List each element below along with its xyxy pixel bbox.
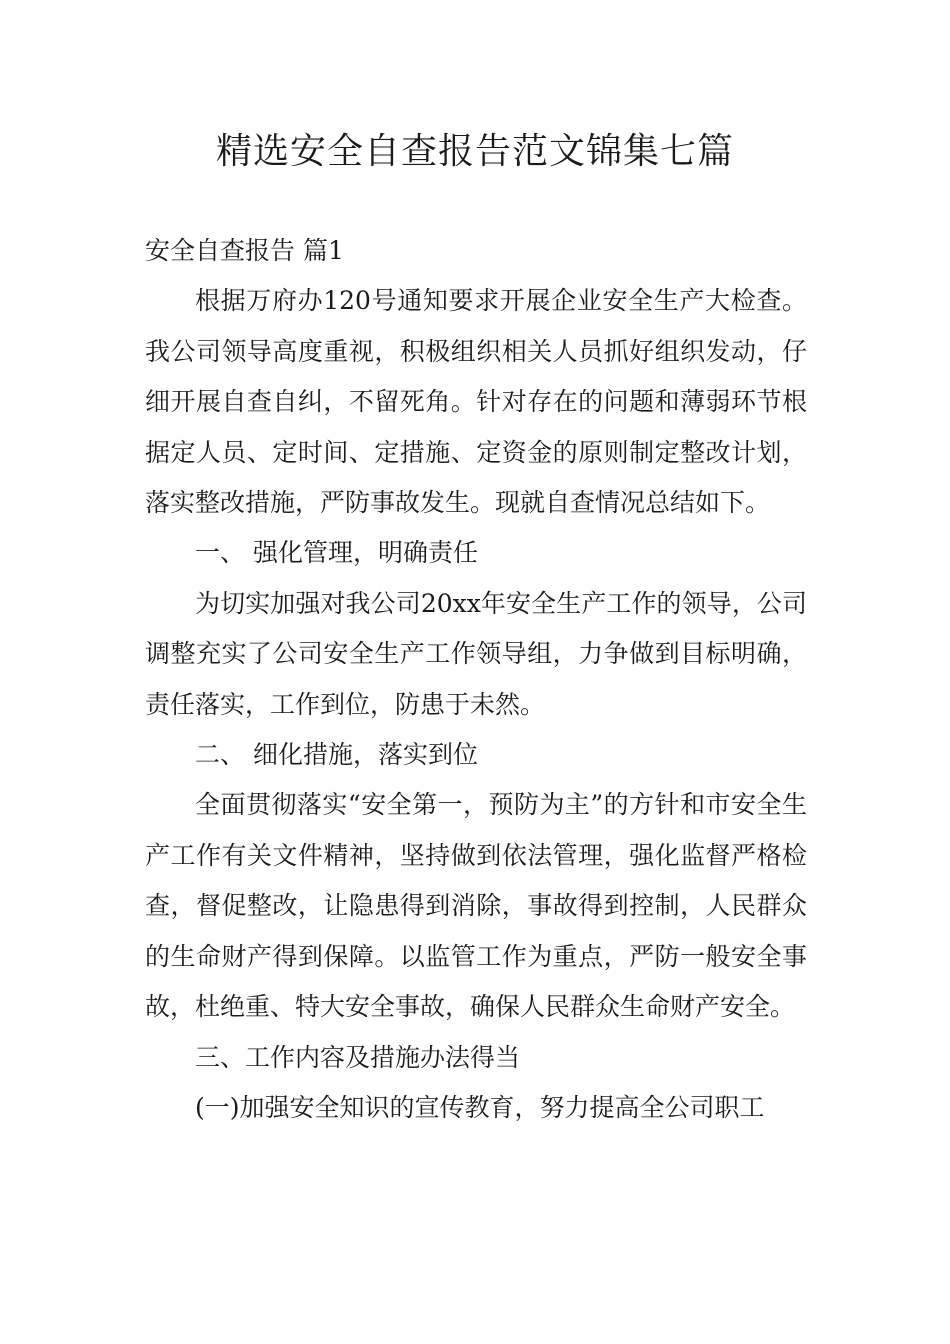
heading-one: 一、 强化管理，明确责任 xyxy=(195,538,478,568)
paragraph-three: (一)加强安全知识的宣传教育，努力提高全公司职工 xyxy=(195,1092,765,1122)
heading-three: 三、工作内容及措施办法得当 xyxy=(195,1042,521,1072)
heading-two: 二、 细化措施，落实到位 xyxy=(195,740,478,770)
paragraph-two: 全面贯彻落实“安全第一，预防为主”的方针和市安全生产工作有关文件精神，坚持做到依法管理，强化监督严格检查，督促整改，让隐患得到消除，事故得到控制，人民群众的生命财产得到保障。以监管工作为重点，严防一般安全事故，杜绝重、特大安全事故，确保人民群众生命财产安全。 xyxy=(145,790,807,1022)
section-label: 安全自查报告 篇1 xyxy=(145,236,344,265)
document-title: 精选安全自查报告范文锦集七篇 xyxy=(215,131,734,172)
paragraph-intro: 根据万府办120号通知要求开展企业安全生产大检查。我公司领导高度重视，积极组织相关人员抓好组织发动，仔细开展自查自纠，不留死角。针对存在的问题和薄弱环节根据定人员、定时间、定措施、定资金的原则制定整改计划，落实整改措施，严防事故发生。现就自查情况总结如下。 xyxy=(145,286,807,518)
document-body xyxy=(145,226,807,1133)
paragraph-one: 为切实加强对我公司20xx年安全生产工作的领导，公司调整充实了公司安全生产工作领导组，力争做到目标明确，责任落实，工作到位，防患于未然。 xyxy=(145,588,807,719)
